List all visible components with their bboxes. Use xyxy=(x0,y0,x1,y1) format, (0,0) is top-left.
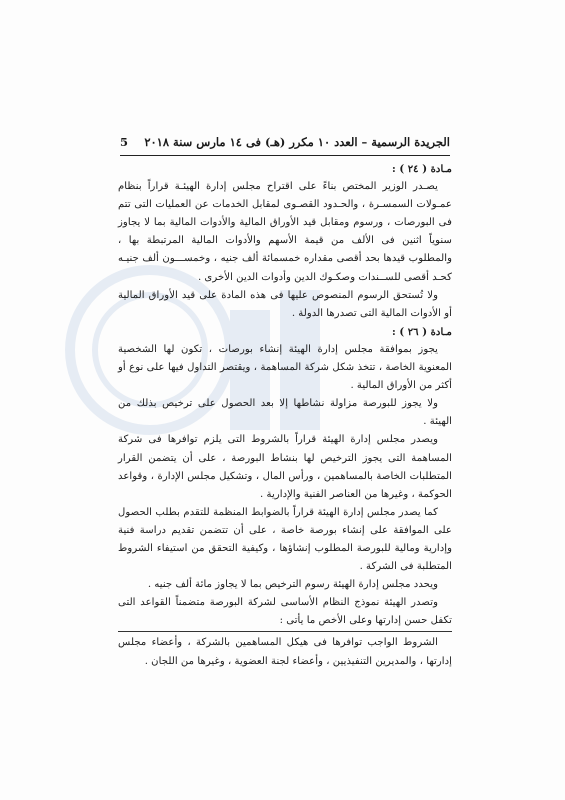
page-number: 5 xyxy=(120,135,129,149)
article-26-paragraph-1: يجوز بموافقة مجلس إدارة الهيئة إنشاء بورصات ، تكون لها الشخصية المعنوية الخاصة ، تتخذ شكل شركة المساهمة ، ويقتصر التداول فيها على نوع أو أكثر من الأوراق المالية . xyxy=(118,343,452,392)
article-24-paragraph-2: ولا تُستحق الرسوم المنصوص عليها فى هذه المادة على قيد الأوراق المالية أو الأدوات المالية التى تصدرها الدولة . xyxy=(118,289,452,319)
article-26-paragraph-3: ويصدر مجلس إدارة الهيئة قراراً بالشروط التى يلزم توافرها فى شركة المساهمة التى يجوز الترخيص لها بنشاط البورصة ، على أن يتضمن القرار المتطلبات الخاصة بالمساهمين ، ورأس المال ، وتشكيل مجلس الإدارة ، وقواعد الحوكمة ، وغيرها من العناصر الفنية والإدارية . xyxy=(118,434,452,500)
header-divider xyxy=(120,155,450,156)
article-24-heading: مـادة ( ٢٤ ) : xyxy=(392,163,452,175)
article-24-paragraph-1: يصـدر الوزير المختص بناءً على اقتراح مجلس إدارة الهيئـة قراراً بنظام عمـولات السمسـرة ، والحـدود القصـوى لمقابل الخدمات عن العمليات التى تتم فى البورصات ، ورسوم ومقابل قيد الأوراق المالية والأدوات المالية بما لا يجاوز سنوياً اثنين فى الألف من قيمة الأسهم والأدوات المالية المرتبطة بها ، والمطلوب قيدها بحد أقصى مقداره خمسمائة ألف جنيه ، وخمســـون ألف جنيـه كحـد أقصى للســندات وصكـوك الدين وأدوات الدين الأخرى . xyxy=(118,181,452,283)
article-26-paragraph-7: الشروط الواجب توافرها فى هيكل المساهمين بالشركة ، وأعضاء مجلس إدارتها ، والمديرين التنفيذيين ، وأعضاء لجنة العضوية ، وغيرها من اللجان . xyxy=(118,637,452,667)
document-body xyxy=(118,160,452,671)
article-26-paragraph-6: وتصدر الهيئة نموذج النظام الأساسى لشركة البورصة متضمناً القواعد التى تكفل حسن إدارتها وعلى الأخص ما يأتى : xyxy=(118,597,452,627)
article-26-paragraph-2: ولا يجوز للبورصة مزاولة نشاطها إلا بعد الحصول على ترخيص بذلك من الهيئة . xyxy=(118,398,452,428)
publication-title: الجريدة الرسمية – العدد ١٠ مكرر (هـ) فى ١٤ مارس سنة ٢٠١٨ xyxy=(144,135,450,149)
page-header xyxy=(120,133,450,151)
paragraph-divider xyxy=(118,631,452,632)
article-26-paragraph-4: كما يصدر مجلس إدارة الهيئة قراراً بالضوابط المنظمة للتقدم بطلب الحصول على الموافقة على إنشاء بورصة خاصة ، على أن تتضمن تقديم دراسة فنية وإدارية ومالية للبورصة المطلوب إنشاؤها ، وكيفية التحقق من استيفاء الشروط المتطلبة فى الشركة . xyxy=(118,506,452,573)
article-26-heading: مـادة ( ٢٦ ) : xyxy=(392,325,452,338)
article-26-paragraph-5: ويحدد مجلس إدارة الهيئة رسوم الترخيص بما لا يجاوز مائة ألف جنيه . xyxy=(147,579,438,591)
